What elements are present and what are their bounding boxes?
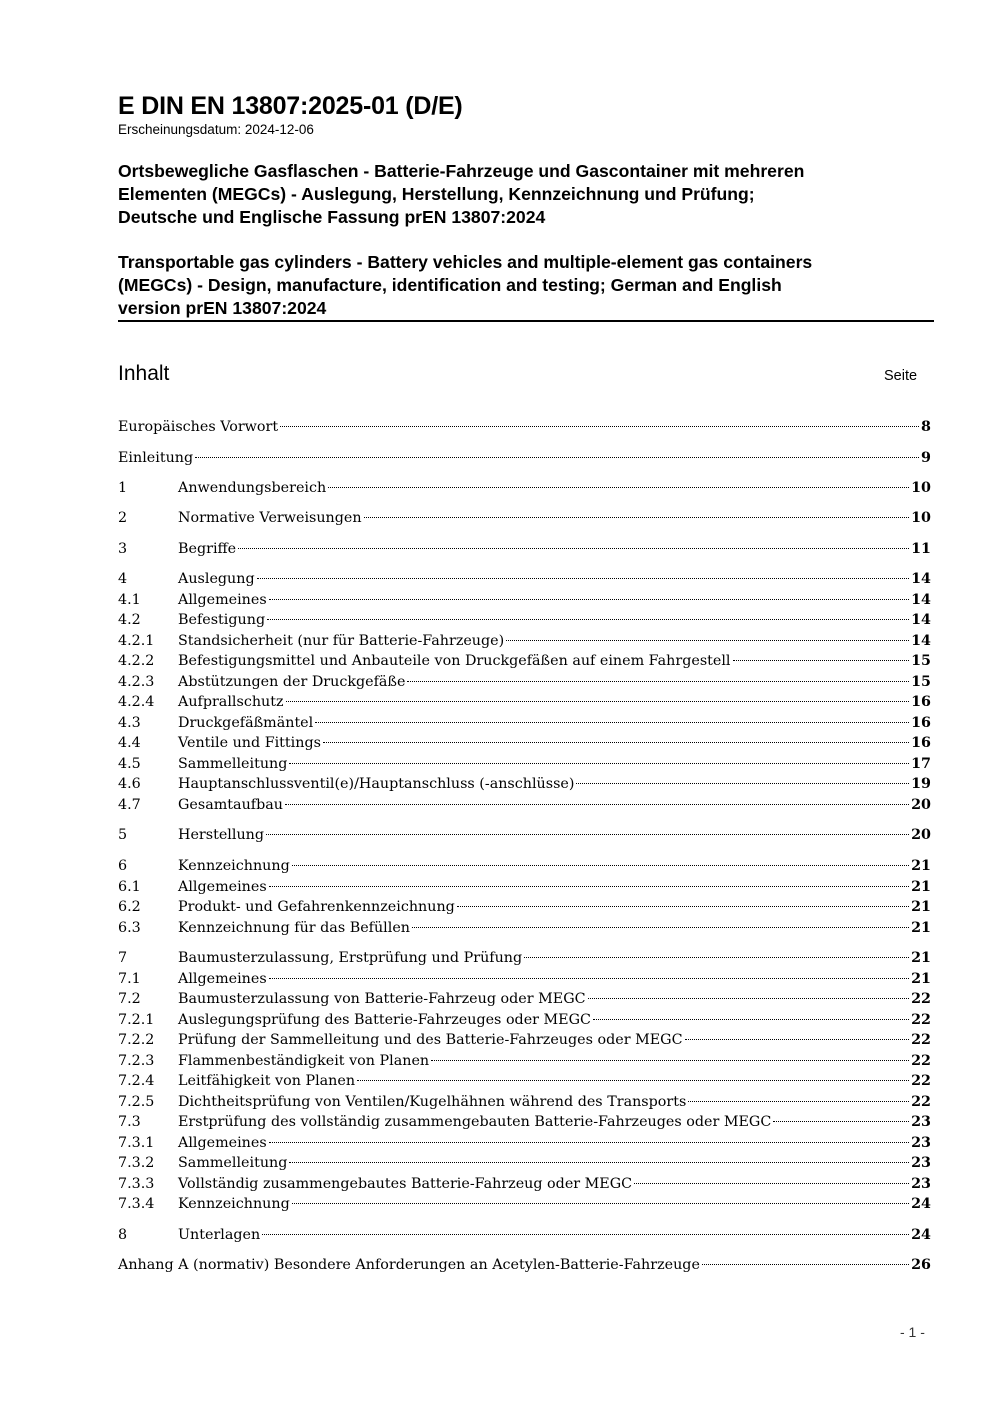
- toc-entry-title: Sammelleitung: [178, 756, 288, 772]
- toc-entry-title: Herstellung: [178, 827, 265, 843]
- toc-entry-line: [178, 610, 931, 630]
- toc-entry-page: 8: [921, 419, 931, 435]
- toc-entry-number: 3: [118, 541, 128, 557]
- toc-entry-title: Befestigungsmittel und Anbauteile von Druckgefäßen auf einem Fahrgestell: [178, 653, 731, 669]
- toc-entry-title: Auslegungsprüfung des Batterie-Fahrzeuges oder MEGC: [178, 1012, 591, 1028]
- toc-entry[interactable]: [118, 825, 931, 845]
- toc-entry-page: 17: [911, 756, 931, 772]
- toc-entry-line: [178, 948, 931, 968]
- toc-entry-line: [178, 754, 931, 774]
- toc-entry[interactable]: [118, 651, 931, 671]
- toc-entry-page: 9: [921, 450, 931, 466]
- toc-entry-line: [178, 692, 931, 712]
- toc-entry-page: 14: [911, 571, 931, 587]
- toc-entry-number: 1: [118, 480, 128, 496]
- toc-entry-title: Kennzeichnung: [178, 1196, 290, 1212]
- toc-entry[interactable]: [118, 1153, 931, 1173]
- toc-entry-line: [118, 448, 931, 468]
- title-german-line: Ortsbewegliche Gasflaschen - Batterie-Fahrzeuge und Gascontainer mit mehreren: [118, 161, 805, 181]
- toc-entry-page: 24: [911, 1196, 931, 1212]
- toc-dot-leader: [266, 834, 909, 835]
- toc-entry-number: 7.3.4: [118, 1196, 155, 1212]
- toc-entry-number: 4: [118, 571, 128, 587]
- toc-entry-number: 7.2: [118, 991, 141, 1007]
- toc-entry[interactable]: [118, 1133, 931, 1153]
- toc-entry[interactable]: [118, 508, 931, 528]
- toc-entry-number: 4.2.3: [118, 674, 155, 690]
- toc-dot-leader: [280, 426, 919, 427]
- toc-entry-title: Kennzeichnung: [178, 858, 290, 874]
- toc-dot-leader: [733, 660, 910, 661]
- toc-entry-page: 26: [911, 1257, 931, 1273]
- toc-entry-number: 7.3.2: [118, 1155, 155, 1171]
- toc-entry[interactable]: [118, 569, 931, 589]
- toc-entry-page: 23: [911, 1135, 931, 1151]
- toc-entry-title: Baumusterzulassung, Erstprüfung und Prüfung: [178, 950, 523, 966]
- toc-entry-number: 4.2.2: [118, 653, 155, 669]
- toc-entry[interactable]: [118, 856, 931, 876]
- toc-entry-line: [178, 918, 931, 938]
- toc-entry-page: 23: [911, 1155, 931, 1171]
- toc-entry-line: [178, 774, 931, 794]
- toc-dot-leader: [195, 457, 919, 458]
- toc-entry-number: 4.1: [118, 592, 141, 608]
- toc-entry-title: Allgemeines: [178, 1135, 267, 1151]
- toc-dot-leader: [431, 1060, 909, 1061]
- toc-heading: Inhalt: [118, 362, 170, 385]
- toc-entry-number: 4.3: [118, 715, 141, 731]
- toc-entry[interactable]: [118, 1092, 931, 1112]
- toc-dot-leader: [289, 1162, 909, 1163]
- toc-entry[interactable]: [118, 733, 931, 753]
- toc-dot-leader: [773, 1121, 909, 1122]
- toc-entry-line: [178, 733, 931, 753]
- toc-entry-number: 4.2: [118, 612, 141, 628]
- title-german-line: Elementen (MEGCs) - Auslegung, Herstellung, Kennzeichnung und Prüfung;: [118, 184, 755, 204]
- toc-entry-page: 23: [911, 1176, 931, 1192]
- toc-entry[interactable]: [118, 631, 931, 651]
- toc-entry-line: [178, 672, 931, 692]
- toc-entry[interactable]: [118, 1112, 931, 1132]
- header-divider: [118, 320, 934, 322]
- toc-entry-title: Erstprüfung des vollständig zusammengebauten Batterie-Fahrzeuges oder MEGC: [178, 1114, 772, 1130]
- toc-entry-number: 2: [118, 510, 128, 526]
- title-english: [118, 251, 934, 320]
- toc-entry[interactable]: [118, 610, 931, 630]
- toc-entry-number: 6.2: [118, 899, 141, 915]
- title-german: [118, 160, 934, 229]
- toc-entry-line: [178, 631, 931, 651]
- toc-dot-leader: [262, 1234, 909, 1235]
- toc-entry-page: 22: [911, 1032, 931, 1048]
- toc-entry-title: Anwendungsbereich: [178, 480, 327, 496]
- toc-dot-leader: [576, 783, 909, 784]
- toc-entry[interactable]: [118, 969, 931, 989]
- toc-entry[interactable]: [118, 1194, 931, 1214]
- toc-entry-line: [178, 508, 931, 528]
- toc-entry-line: [178, 1051, 931, 1071]
- toc-dot-leader: [269, 599, 909, 600]
- toc-entry-page: 19: [911, 776, 931, 792]
- toc-entry-title: Leitfähigkeit von Planen: [178, 1073, 356, 1089]
- toc-page-column-label: Seite: [884, 368, 918, 384]
- toc-entry-title: Kennzeichnung für das Befüllen: [178, 920, 410, 936]
- toc-entry-line: [178, 897, 931, 917]
- toc-entry-line: [178, 1153, 931, 1173]
- toc-entry-line: [178, 856, 931, 876]
- toc-entry[interactable]: [118, 417, 931, 437]
- toc-dot-leader: [257, 578, 909, 579]
- toc-entry[interactable]: [118, 448, 931, 468]
- toc-entry-title: Befestigung: [178, 612, 266, 628]
- toc-entry[interactable]: [118, 1030, 931, 1050]
- toc-entry[interactable]: [118, 539, 931, 559]
- toc-entry-title: Anhang A (normativ) Besondere Anforderungen an Acetylen-Batterie-Fahrzeuge: [118, 1257, 700, 1273]
- toc-dot-leader: [634, 1183, 909, 1184]
- toc-entry-title: Prüfung der Sammelleitung und des Batterie-Fahrzeuges oder MEGC: [178, 1032, 683, 1048]
- toc-entry-page: 22: [911, 1073, 931, 1089]
- toc-entry-number: 7.2.1: [118, 1012, 155, 1028]
- toc-entry-line: [178, 1194, 931, 1214]
- toc-entry-line: [118, 417, 931, 437]
- toc-entry-title: Produkt- und Gefahrenkennzeichnung: [178, 899, 455, 915]
- toc-entry[interactable]: [118, 1255, 931, 1275]
- toc-entry[interactable]: [118, 590, 931, 610]
- toc-entry-number: 4.5: [118, 756, 141, 772]
- toc-entry-number: 7.2.3: [118, 1053, 155, 1069]
- toc-dot-leader: [702, 1264, 909, 1265]
- toc-entry-line: [178, 989, 931, 1009]
- toc-entry[interactable]: [118, 692, 931, 712]
- toc-dot-leader: [593, 1019, 909, 1020]
- toc-entry[interactable]: [118, 1174, 931, 1194]
- toc-dot-leader: [407, 681, 909, 682]
- toc-entry-title: Abstützungen der Druckgefäße: [178, 674, 406, 690]
- toc-entry[interactable]: [118, 478, 931, 498]
- toc-dot-leader: [269, 1142, 909, 1143]
- toc-entry[interactable]: [118, 1225, 931, 1245]
- toc-entry-line: [178, 877, 931, 897]
- toc-dot-leader: [506, 640, 909, 641]
- toc-dot-leader: [328, 487, 909, 488]
- toc-entry-number: 6: [118, 858, 128, 874]
- toc-entry-number: 7.3.1: [118, 1135, 155, 1151]
- toc-entry-page: 15: [911, 653, 931, 669]
- toc-dot-leader: [412, 927, 909, 928]
- publication-date: Erscheinungsdatum: 2024-12-06: [118, 122, 314, 137]
- toc-entry-number: 4.6: [118, 776, 141, 792]
- toc-entry-line: [178, 1112, 931, 1132]
- toc-entry-number: 7: [118, 950, 128, 966]
- toc-entry-number: 5: [118, 827, 128, 843]
- toc-entry-page: 23: [911, 1114, 931, 1130]
- toc-entry-page: 14: [911, 592, 931, 608]
- toc-entry-number: 4.7: [118, 797, 141, 813]
- toc-dot-leader: [292, 1203, 909, 1204]
- toc-entry-line: [178, 1092, 931, 1112]
- toc-entry-line: [178, 825, 931, 845]
- toc-entry-title: Auslegung: [178, 571, 255, 587]
- page-number: - 1 -: [900, 1324, 925, 1340]
- toc-entry[interactable]: [118, 1071, 931, 1091]
- toc-entry-line: [178, 1133, 931, 1153]
- toc-entry-title: Unterlagen: [178, 1227, 261, 1243]
- toc-entry[interactable]: [118, 672, 931, 692]
- toc-entry[interactable]: [118, 795, 931, 815]
- toc-entry-number: 7.3: [118, 1114, 141, 1130]
- toc-entry-title: Flammenbeständigkeit von Planen: [178, 1053, 430, 1069]
- toc-entry-title: Begriffe: [178, 541, 237, 557]
- title-english-line: (MEGCs) - Design, manufacture, identification and testing; German and English: [118, 275, 782, 295]
- toc-entry-page: 21: [911, 879, 931, 895]
- toc-dot-leader: [357, 1080, 909, 1081]
- toc-entry-page: 14: [911, 633, 931, 649]
- title-english-line: Transportable gas cylinders - Battery vehicles and multiple-element gas containers: [118, 252, 813, 272]
- toc-entry-number: 7.1: [118, 971, 141, 987]
- toc-entry-page: 16: [911, 735, 931, 751]
- toc-entry-page: 21: [911, 950, 931, 966]
- toc-entry-page: 16: [911, 694, 931, 710]
- toc-entry-line: [178, 539, 931, 559]
- toc-entry-page: 21: [911, 899, 931, 915]
- toc-entry-title: Einleitung: [118, 450, 194, 466]
- toc-dot-leader: [524, 957, 909, 958]
- toc-entry-title: Standsicherheit (nur für Batterie-Fahrzeuge): [178, 633, 505, 649]
- toc-entry-line: [178, 651, 931, 671]
- toc-dot-leader: [292, 865, 909, 866]
- toc-entry-title: Dichtheitsprüfung von Ventilen/Kugelhähnen während des Transports: [178, 1094, 687, 1110]
- toc-entry[interactable]: [118, 774, 931, 794]
- toc-entry-title: Baumusterzulassung von Batterie-Fahrzeug oder MEGC: [178, 991, 586, 1007]
- toc-entry-title: Druckgefäßmäntel: [178, 715, 314, 731]
- toc-entry-title: Allgemeines: [178, 879, 267, 895]
- toc-entry-title: Vollständig zusammengebautes Batterie-Fahrzeug oder MEGC: [178, 1176, 633, 1192]
- toc-dot-leader: [269, 978, 909, 979]
- toc-entry-line: [178, 1174, 931, 1194]
- toc-entry-page: 22: [911, 1012, 931, 1028]
- toc-entry-title: Hauptanschlussventil(e)/Hauptanschluss (-anschlüsse): [178, 776, 575, 792]
- toc-entry-number: 7.3.3: [118, 1176, 155, 1192]
- toc-entry-page: 21: [911, 920, 931, 936]
- toc-entry-title: Europäisches Vorwort: [118, 419, 279, 435]
- toc-dot-leader: [267, 619, 909, 620]
- toc-entry-page: 16: [911, 715, 931, 731]
- toc-entry-page: 24: [911, 1227, 931, 1243]
- toc-entry-page: 22: [911, 1094, 931, 1110]
- toc-entry-number: 4.2.4: [118, 694, 155, 710]
- toc-entry-number: 6.1: [118, 879, 141, 895]
- toc-entry-line: [178, 569, 931, 589]
- toc-entry[interactable]: [118, 989, 931, 1009]
- toc-dot-leader: [457, 906, 909, 907]
- toc-entry-line: [178, 1225, 931, 1245]
- toc-dot-leader: [286, 701, 910, 702]
- toc-dot-leader: [364, 517, 910, 518]
- toc-entry[interactable]: [118, 754, 931, 774]
- toc-entry-title: Allgemeines: [178, 971, 267, 987]
- toc-entry-number: 7.2.4: [118, 1073, 155, 1089]
- toc-entry-page: 21: [911, 971, 931, 987]
- toc-entry-number: 4.4: [118, 735, 141, 751]
- toc-entry[interactable]: [118, 877, 931, 897]
- toc-entry[interactable]: [118, 948, 931, 968]
- toc-dot-leader: [269, 886, 909, 887]
- toc-entry-title: Ventile und Fittings: [178, 735, 321, 751]
- toc-dot-leader: [688, 1101, 909, 1102]
- toc-entry-page: 14: [911, 612, 931, 628]
- toc-dot-leader: [685, 1039, 910, 1040]
- toc-entry-title: Normative Verweisungen: [178, 510, 362, 526]
- toc-entry[interactable]: [118, 713, 931, 733]
- toc-entry-line: [178, 478, 931, 498]
- toc-entry-title: Gesamtaufbau: [178, 797, 283, 813]
- toc-entry-page: 15: [911, 674, 931, 690]
- toc-dot-leader: [289, 763, 909, 764]
- toc-entry-page: 11: [911, 541, 931, 557]
- toc-entry[interactable]: [118, 918, 931, 938]
- toc-entry-title: Allgemeines: [178, 592, 267, 608]
- toc-entry-line: [178, 1071, 931, 1091]
- toc-entry-number: 7.2.2: [118, 1032, 155, 1048]
- toc-entry-line: [118, 1255, 931, 1275]
- toc-entry-line: [178, 969, 931, 989]
- title-german-line: Deutsche und Englische Fassung prEN 13807:2024: [118, 207, 546, 227]
- toc-entry-title: Aufprallschutz: [178, 694, 284, 710]
- toc-dot-leader: [285, 804, 909, 805]
- document-id: E DIN EN 13807:2025-01 (D/E): [118, 92, 463, 120]
- toc-entry-page: 22: [911, 1053, 931, 1069]
- toc-dot-leader: [588, 998, 910, 999]
- toc-dot-leader: [323, 742, 909, 743]
- toc-entry-page: 20: [911, 797, 931, 813]
- toc-entry-number: 4.2.1: [118, 633, 155, 649]
- toc-entry-line: [178, 590, 931, 610]
- toc-entry[interactable]: [118, 897, 931, 917]
- toc-entry-line: [178, 1010, 931, 1030]
- toc-entry-page: 20: [911, 827, 931, 843]
- toc-dot-leader: [238, 548, 909, 549]
- toc-entry-line: [178, 713, 931, 733]
- toc-entry-page: 10: [911, 510, 931, 526]
- title-english-line: version prEN 13807:2024: [118, 298, 327, 318]
- toc-entry[interactable]: [118, 1051, 931, 1071]
- toc-entry-number: 7.2.5: [118, 1094, 155, 1110]
- toc-entry-line: [178, 795, 931, 815]
- toc-dot-leader: [315, 722, 909, 723]
- toc-entry-number: 8: [118, 1227, 128, 1243]
- toc-entry-number: 6.3: [118, 920, 141, 936]
- toc-entry-title: Sammelleitung: [178, 1155, 288, 1171]
- toc-entry[interactable]: [118, 1010, 931, 1030]
- toc-entry-page: 22: [911, 991, 931, 1007]
- toc-entry-page: 21: [911, 858, 931, 874]
- toc-entry-page: 10: [911, 480, 931, 496]
- toc-entry-line: [178, 1030, 931, 1050]
